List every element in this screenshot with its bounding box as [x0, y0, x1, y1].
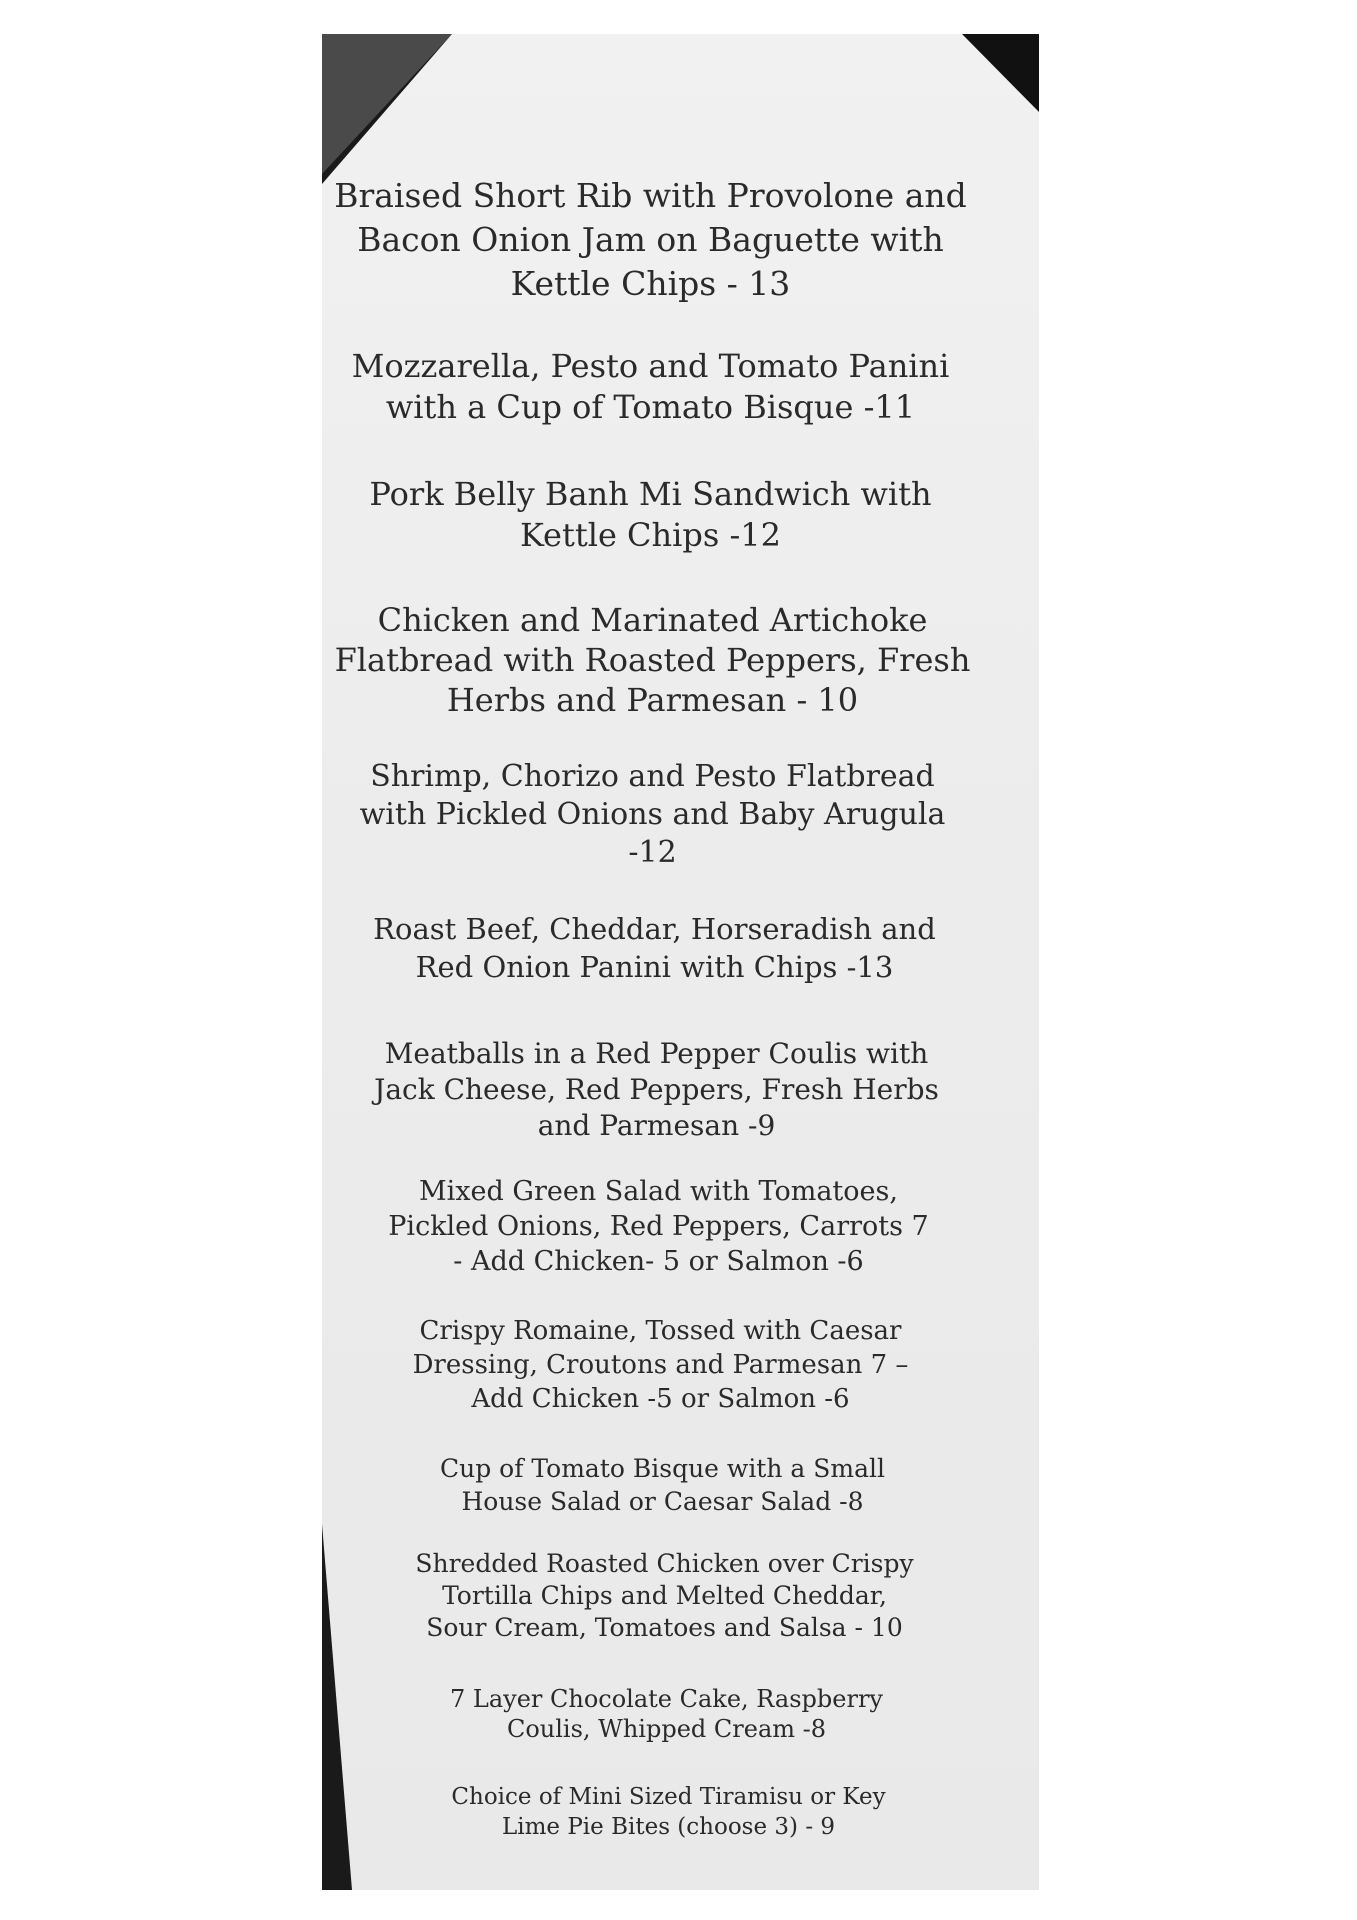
menu-item-line: Chicken and Marinated Artichoke: [377, 601, 928, 639]
menu-item-line: Pickled Onions, Red Peppers, Carrots 7: [388, 1211, 929, 1242]
menu-item: [322, 174, 979, 306]
menu-item-line: Flatbread with Roasted Peppers, Fresh: [334, 641, 971, 679]
menu-item-line: Kettle Chips - 13: [510, 264, 791, 303]
menu-item-line: Pork Belly Banh Mi Sandwich with: [369, 475, 932, 513]
menu-item-line: House Salad or Caesar Salad -8: [461, 1487, 864, 1516]
menu-item-line: Bacon Onion Jam on Baguette with: [357, 220, 944, 259]
menu-item-line: Shredded Roasted Chicken over Crispy: [415, 1549, 914, 1578]
menu-item-line: Herbs and Parmesan - 10: [446, 681, 859, 719]
menu-item-line: Lime Pie Bites (choose 3) - 9: [501, 1814, 836, 1840]
menu-item-line: Dressing, Croutons and Parmesan 7 –: [412, 1350, 909, 1380]
menu-item-line: Cup of Tomato Bisque with a Small: [440, 1454, 885, 1483]
menu-item-line: Tortilla Chips and Melted Cheddar,: [442, 1581, 887, 1610]
menu-item: [322, 474, 979, 556]
menu-item-line: Choice of Mini Sized Tiramisu or Key: [451, 1784, 886, 1810]
menu-item-line: Add Chicken -5 or Salmon -6: [471, 1384, 850, 1414]
menu-item-line: and Parmesan -9: [537, 1109, 776, 1142]
menu-item: [326, 910, 983, 986]
menu-item: [338, 1684, 995, 1744]
menu-item: [340, 1782, 997, 1842]
menu-item-line: -12: [628, 835, 677, 870]
menu-item-line: Shrimp, Chorizo and Pesto Flatbread: [370, 759, 935, 794]
menu-item: [334, 1452, 991, 1518]
menu-item: [324, 600, 981, 720]
menu-item-line: Roast Beef, Cheddar, Horseradish and: [373, 912, 936, 946]
menu-item-line: Mozzarella, Pesto and Tomato Panini: [351, 347, 950, 385]
menu-item-line: Coulis, Whipped Cream -8: [506, 1715, 827, 1743]
menu-item-line: 7 Layer Chocolate Cake, Raspberry: [450, 1685, 883, 1713]
menu-item-line: Crispy Romaine, Tossed with Caesar: [419, 1316, 902, 1346]
menu-item-line: with a Cup of Tomato Bisque -11: [385, 388, 916, 426]
menu-item: [324, 758, 981, 872]
menu-item: [322, 346, 979, 428]
menu-item-line: - Add Chicken- 5 or Salmon -6: [453, 1246, 864, 1277]
menu-item: [330, 1174, 987, 1279]
menu-item: [328, 1036, 985, 1144]
menu-item-line: Kettle Chips -12: [520, 516, 781, 554]
menu-item-line: Jack Cheese, Red Peppers, Fresh Herbs: [374, 1073, 939, 1106]
menu-item-line: Mixed Green Salad with Tomatoes,: [419, 1176, 898, 1207]
menu-item-line: Braised Short Rib with Provolone and: [334, 176, 967, 215]
menu-photo: [322, 34, 1039, 1890]
menu-items: [322, 34, 1039, 1890]
menu-item-line: Sour Cream, Tomatoes and Salsa - 10: [426, 1613, 903, 1642]
menu-item-line: Meatballs in a Red Pepper Coulis with: [384, 1037, 929, 1070]
menu-item: [336, 1548, 993, 1644]
menu-item-line: Red Onion Panini with Chips -13: [415, 950, 894, 984]
menu-item: [332, 1314, 989, 1416]
menu-item-line: with Pickled Onions and Baby Arugula: [359, 797, 946, 832]
